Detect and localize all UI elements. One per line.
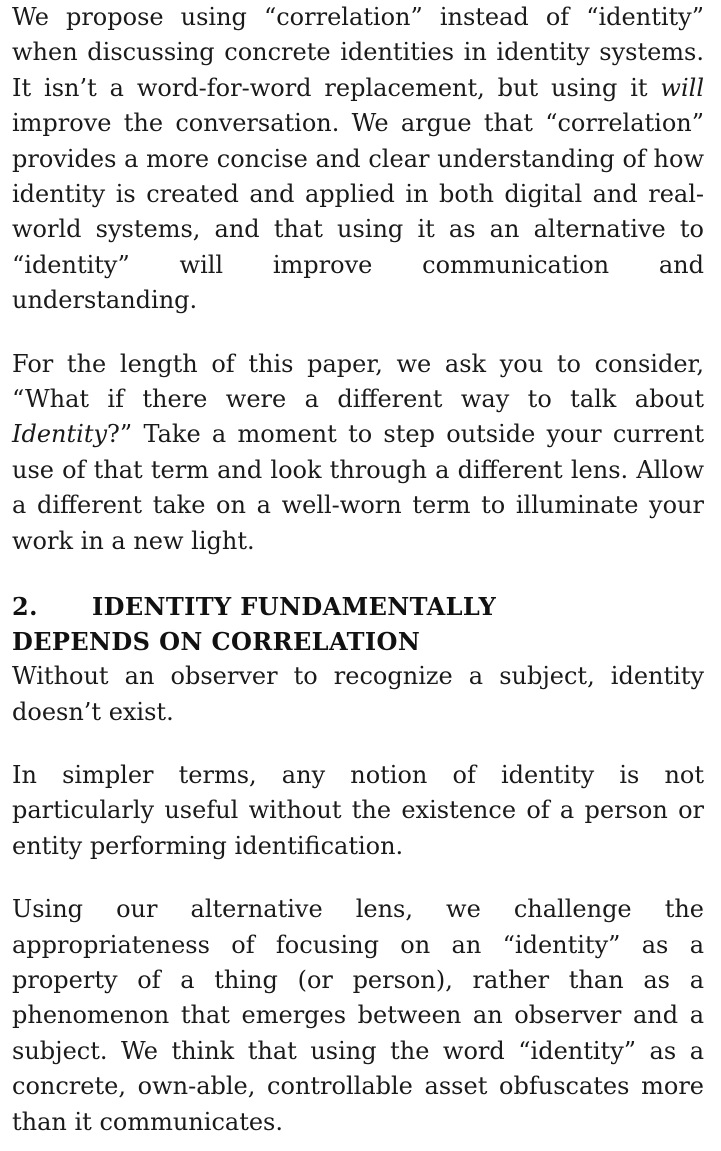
text-run: For the length of this paper, we ask you to consider, “What if there were a different way to talk about [12,349,704,414]
intro-paragraph-2 [12,347,704,559]
section-title-line-2: DEPENDS ON CORRELATION [12,627,421,657]
paper-page [12,0,704,1140]
section-paragraph-2: In simpler terms, any notion of identity is not particularly useful without the existence of a person or entity performing identification. [12,760,704,860]
section-title-line-1: IDENTITY FUNDAMENTALLY [92,592,497,622]
section-number: 2. [12,592,38,622]
text-run: We propose using “correlation” instead of “identity” when discussing concrete identities in identity systems. It isn’t a word-for-word replacement, but using it [12,3,704,102]
intro-paragraph-1 [12,0,704,319]
section-paragraph-1: Without an observer to recognize a subject, identity doesn’t exist. [12,662,704,726]
text-run: ?” Take a moment to step outside your current use of that term and look through a different lens. Allow a different take on a well-worn term to illuminate your work in a new light. [12,420,704,555]
paragraph-gap [12,730,704,758]
section-paragraph-3: Using our alternative lens, we challenge the appropriateness of focusing on an “identity” as a property of a thing (or person), rather than as a phenomenon that emerges between an observer and a subject. We think that using the word “identity” as a concrete, own-able, controllable asset obfuscates more than it communicates. [12,895,704,1136]
emphasis-text: will [660,73,704,102]
text-run: improve the conversation. We argue that “correlation” provides a more concise and clear understanding of how identity is created and applied in both digital and real-world systems, and that using it as an alternative to “identity” will improve communication and understanding. [12,109,704,315]
section-gap [12,559,704,589]
paragraph-gap [12,319,704,347]
section-heading [12,589,704,659]
paragraph-gap [12,864,704,892]
emphasis-text: Identity [12,420,108,449]
